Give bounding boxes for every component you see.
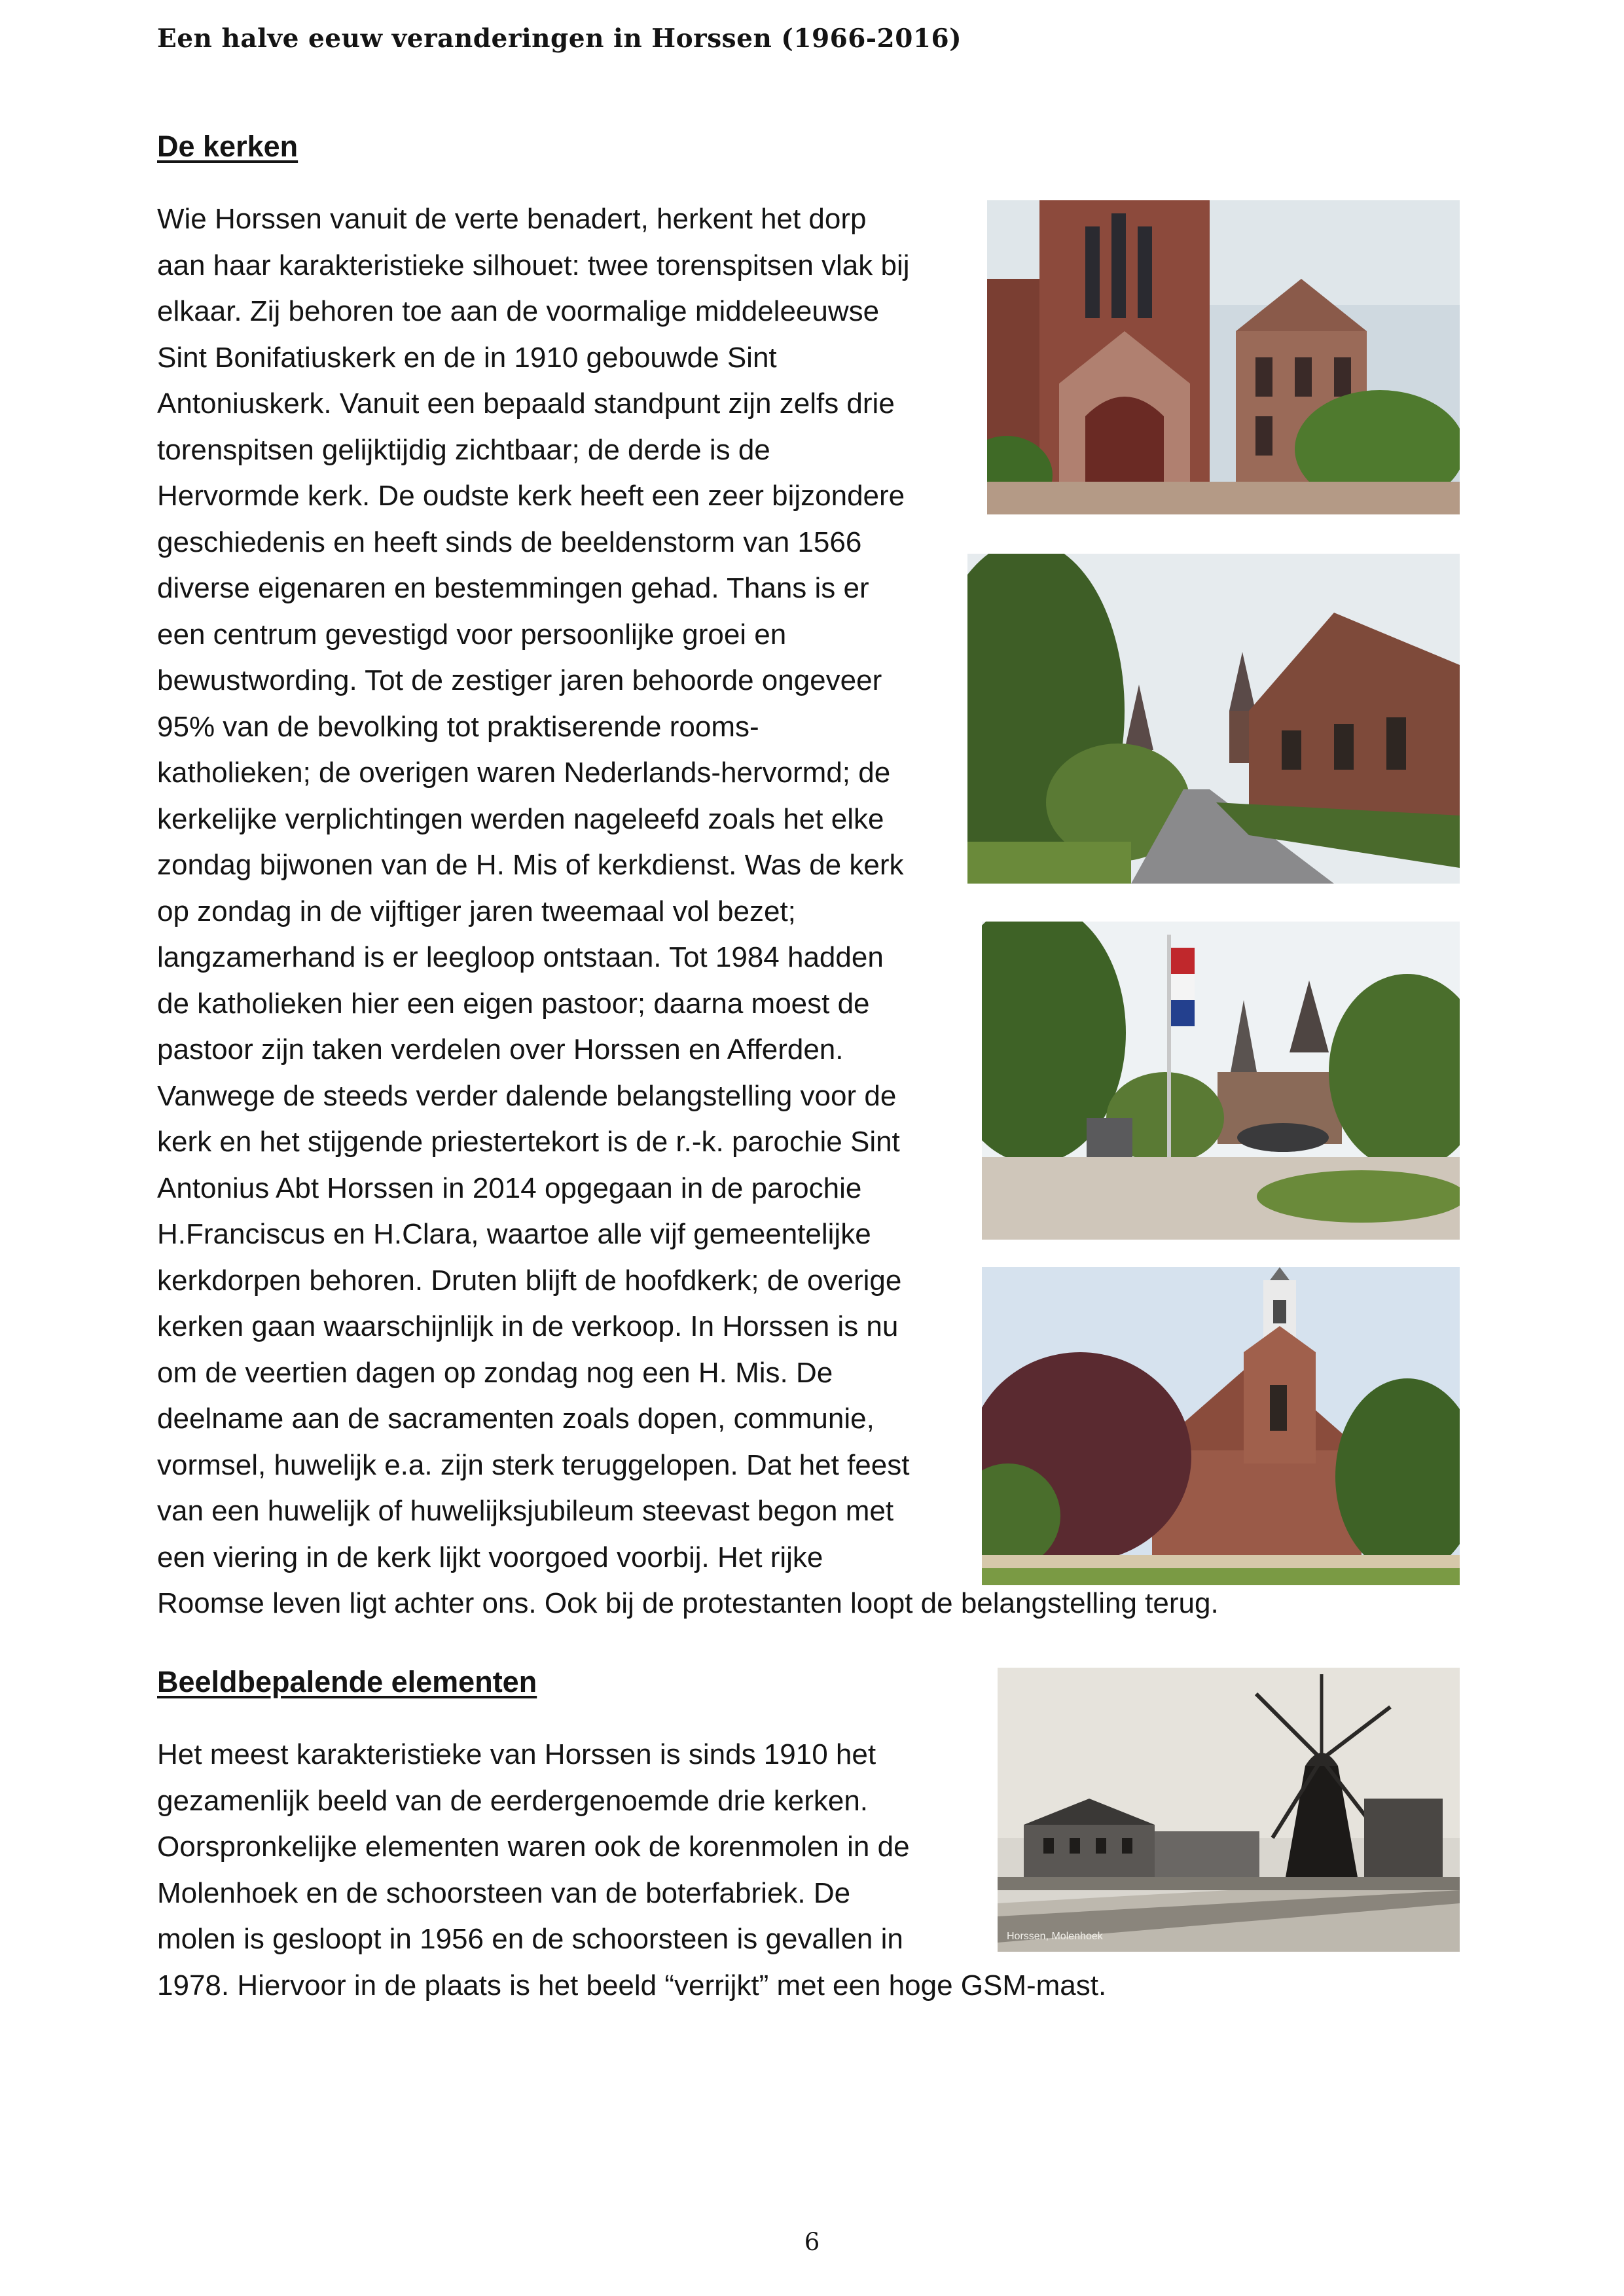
text-line: kerk en het stijgende priestertekort is de r.-k. parochie Sint <box>157 1126 900 1158</box>
page-number: 6 <box>804 2228 820 2256</box>
text-line: pastoor zijn taken verdelen over Horssen en Afferden. <box>157 1033 844 1066</box>
text-line: om de veertien dagen op zondag nog een H. Mis. De <box>157 1356 833 1389</box>
text-line: kerkelijke verplichtingen werden nageleefd zoals het elke <box>157 802 884 835</box>
text-line: vormsel, huwelijk e.a. zijn sterk teruggelopen. Dat het feest <box>157 1448 910 1481</box>
text-line: molen is gesloopt in 1956 en de schoorsteen is gevallen in <box>157 1923 903 1955</box>
text-line: 1978. Hiervoor in de plaats is het beeld “verrijkt” met een hoge GSM-mast. <box>157 1969 1107 2001</box>
photo-windmill-historic <box>998 1668 1460 1952</box>
text-line: op zondag in de vijftiger jaren tweemaal vol bezet; <box>157 895 796 927</box>
landmarks-paragraph <box>157 1732 1106 2009</box>
section-heading-landmarks: Beeldbepalende elementen <box>157 1665 537 1698</box>
text-line: deelname aan de sacramenten zoals dopen, communie, <box>157 1403 875 1435</box>
text-line: langzamerhand is er leegloop ontstaan. Tot 1984 hadden <box>157 941 884 973</box>
photo-caption: Horssen, Molenhoek <box>1007 1931 1103 1942</box>
photo-reformed-church <box>982 1267 1460 1585</box>
text-line: aan haar karakteristieke silhouet: twee torenspitsen vlak bij <box>157 249 910 281</box>
text-line: kerken gaan waarschijnlijk in de verkoop. In Horssen is nu <box>157 1310 899 1342</box>
text-line: Het meest karakteristieke van Horssen is sinds 1910 het <box>157 1738 876 1770</box>
text-line: Wie Horssen vanuit de verte benadert, herkent het dorp <box>157 203 867 235</box>
text-line: H.Franciscus en H.Clara, waartoe alle vijf gemeentelijke <box>157 1218 871 1250</box>
text-line: Sint Bonifatiuskerk en de in 1910 gebouwde Sint <box>157 341 777 374</box>
text-line: bewustwording. Tot de zestiger jaren behoorde ongeveer <box>157 664 882 696</box>
text-line: gezamenlijk beeld van de eerdergenoemde drie kerken. <box>157 1784 869 1817</box>
photo-square-with-flag <box>982 922 1460 1240</box>
text-line: zondag bijwonen van de H. Mis of kerkdienst. Was de kerk <box>157 849 904 881</box>
section-heading-churches: De kerken <box>157 130 298 163</box>
text-line: diverse eigenaren en bestemmingen gehad. Thans is er <box>157 572 869 604</box>
text-line: 95% van de bevolking tot praktiserende rooms- <box>157 710 759 743</box>
text-line: elkaar. Zij behoren toe aan de voormalige middeleeuwse <box>157 295 880 327</box>
text-line: Antonius Abt Horssen in 2014 opgegaan in de parochie <box>157 1172 862 1204</box>
text-line: Oorspronkelijke elementen waren ook de korenmolen in de <box>157 1831 910 1863</box>
text-line: de katholieken hier een eigen pastoor; daarna moest de <box>157 987 870 1020</box>
text-line: torenspitsen gelijktijdig zichtbaar; de derde is de <box>157 433 770 466</box>
text-line: kerkdorpen behoren. Druten blijft de hoofdkerk; de overige <box>157 1264 902 1297</box>
text-line: Vanwege de steeds verder dalende belangstelling voor de <box>157 1079 897 1112</box>
text-line: een centrum gevestigd voor persoonlijke groei en <box>157 618 787 651</box>
text-line: geschiedenis en heeft sinds de beeldenstorm van 1566 <box>157 526 862 558</box>
photo-street-view <box>967 554 1460 884</box>
text-line: katholieken; de overigen waren Nederlands-hervormd; de <box>157 757 891 789</box>
text-line: Molenhoek en de schoorsteen van de boterfabriek. De <box>157 1876 851 1909</box>
text-line: Antoniuskerk. Vanuit een bepaald standpunt zijn zelfs drie <box>157 387 895 420</box>
text-line: van een huwelijk of huwelijksjubileum steevast begon met <box>157 1495 894 1527</box>
text-line: Roomse leven ligt achter ons. Ook bij de protestanten loopt de belangstelling terug. <box>157 1587 1219 1619</box>
photo-church-facade <box>987 200 1460 514</box>
running-header: Een halve eeuw veranderingen in Horssen (1966-2016) <box>157 24 962 54</box>
text-line: een viering in de kerk lijkt voorgoed voorbij. Het rijke <box>157 1541 823 1573</box>
text-line: Hervormde kerk. De oudste kerk heeft een zeer bijzondere <box>157 480 905 512</box>
